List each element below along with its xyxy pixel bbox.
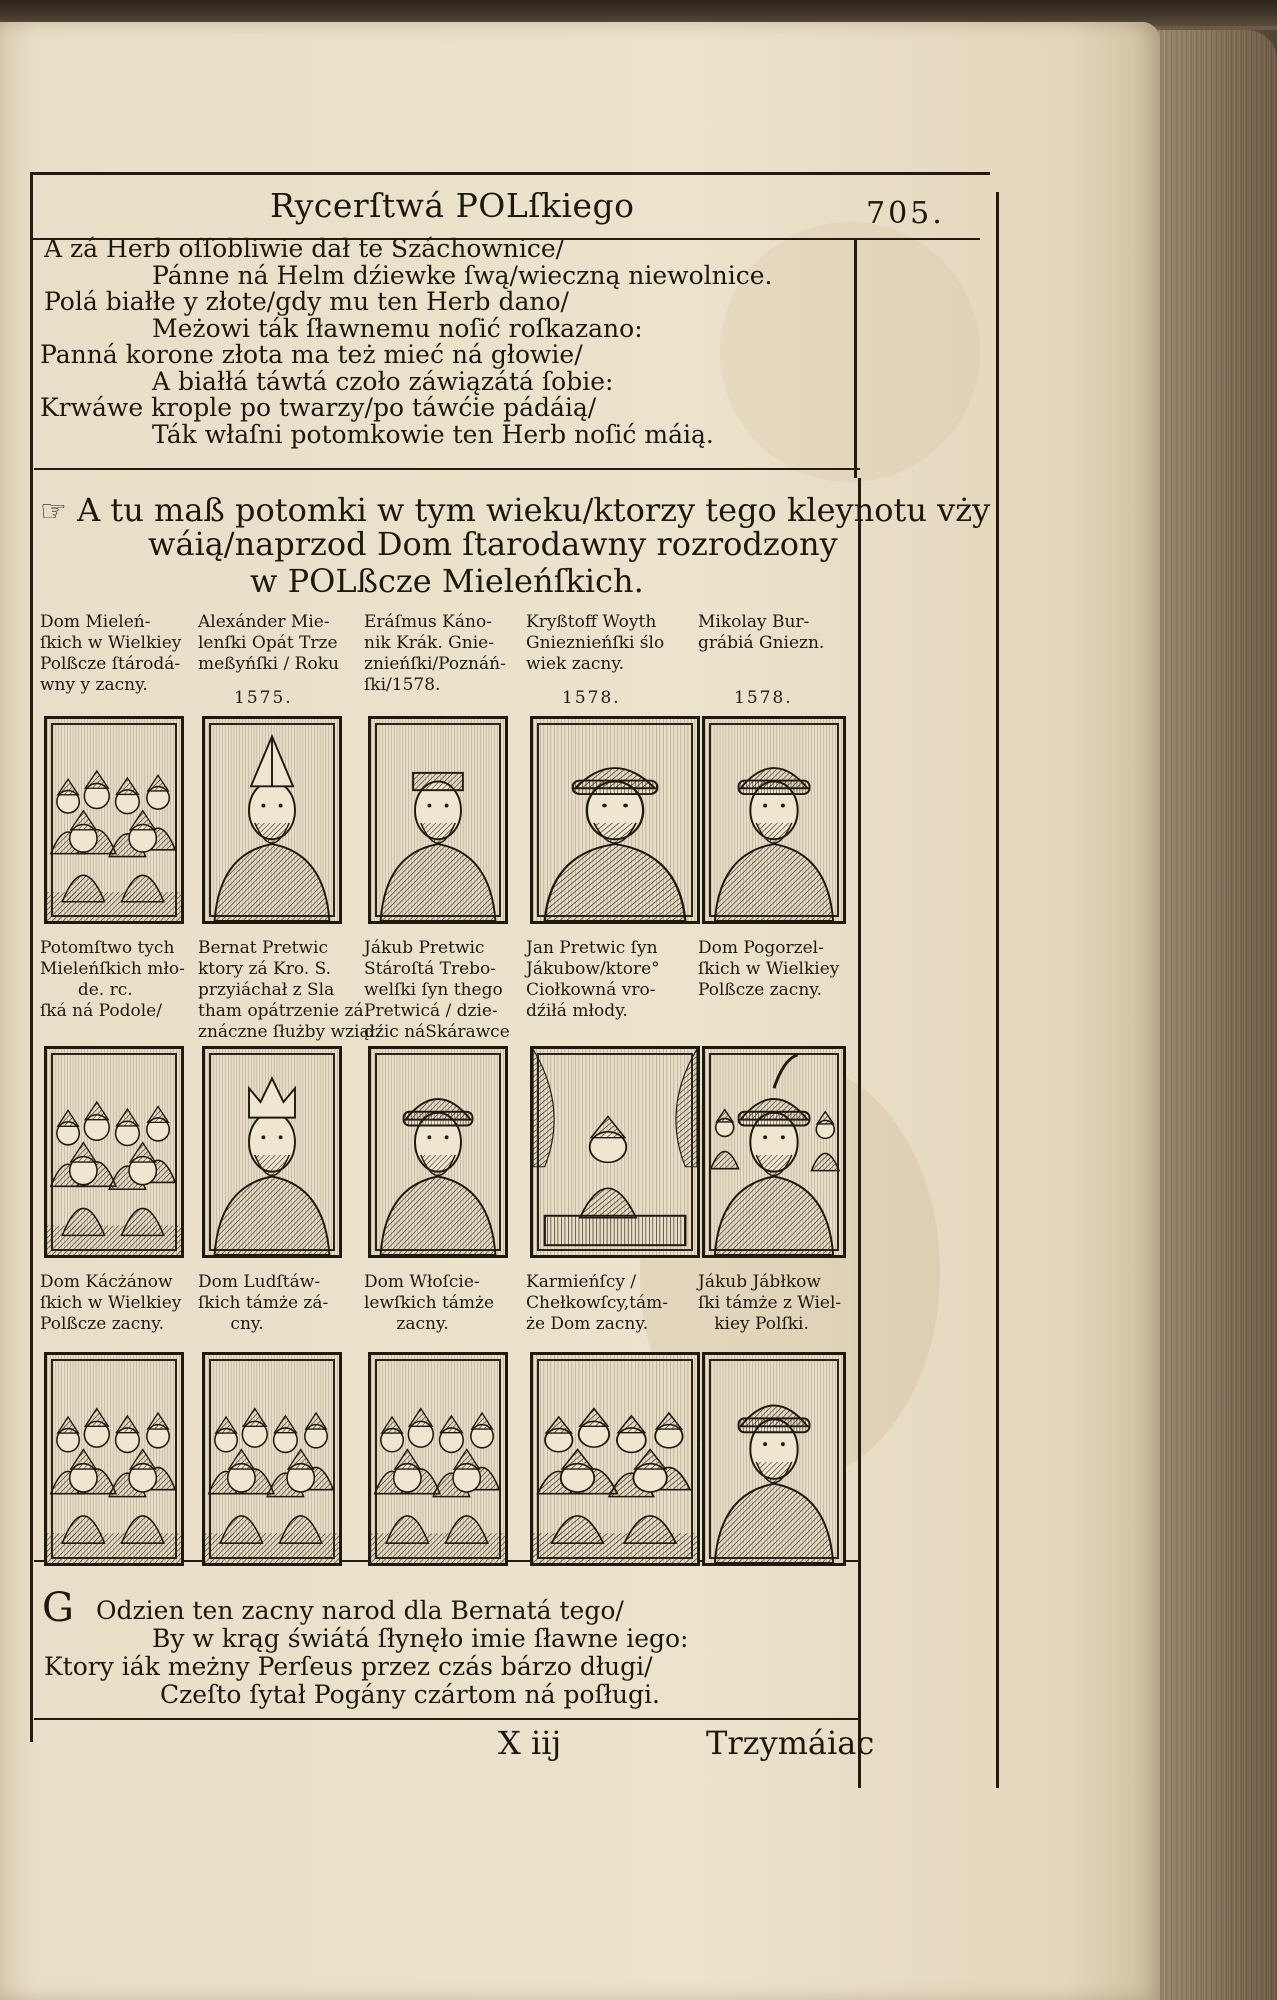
woodcut-illustration (205, 1049, 339, 1255)
running-head: Rycerſtwá POLſkiego (270, 186, 635, 225)
woodcut-illustration (205, 719, 339, 921)
woodcut-illustration (371, 1355, 505, 1563)
woodcut-illustration (47, 719, 181, 921)
woodcut-portrait-king-crown (202, 1046, 342, 1258)
woodcut-illustration (371, 1049, 505, 1255)
woodcut-portrait-soldiers-helmets (202, 1352, 342, 1566)
frame-bottom-rule (34, 1718, 860, 1720)
page-number: 705. (866, 196, 945, 231)
woodcut-portrait-noble-plume (702, 1046, 846, 1258)
verse-top-line: Polá białłe y złote/gdy mu ten Herb dano/ (44, 287, 569, 316)
woodcut-illustration (205, 1355, 339, 1563)
intro-text-1: A tu maß potomki w tym wieku/ktorzy tego kleynotu vży (77, 491, 991, 529)
portrait-caption: Dom Włoſcie- lewſkich támże zacny. (364, 1272, 495, 1334)
intro-line-1 (40, 491, 991, 529)
woodcut-portrait-group-figures (44, 716, 184, 924)
portrait-caption: Dom Ludſtáw- ſkich támże zá- cny. (198, 1272, 329, 1334)
frame-outer-right-rule (996, 192, 999, 1788)
woodcut-portrait-clergy-group (368, 1352, 508, 1566)
verse-top-line: Krwáwe krople po twarzy/po táwćie pádáią/ (40, 393, 597, 422)
frame-verse-rule (34, 468, 860, 470)
verse-top-line: Pánne ná Helm dźiewke ſwą/wieczną niewolnice. (152, 260, 773, 290)
woodcut-illustration (705, 1355, 843, 1563)
portrait-caption: Jákub Pretwic Stároſtá Trebo- welſki ſyn thego Pretwicá / dzie- dźic náSkárawce (364, 938, 510, 1042)
woodcut-portrait-bishop-mitre (202, 716, 342, 924)
manicule-icon: ☞ (40, 494, 67, 529)
portrait-caption: Dom Kácżánow ſkich w Wielkiey Polßcze zacny. (40, 1272, 182, 1334)
intro-line-2: wáią/naprzod Dom ſtarodawny rozrodzony (148, 525, 838, 563)
woodcut-portrait-elder-fur (702, 1352, 846, 1566)
portrait-caption: Bernat Pretwic ktory zá Kro. S. przyiáchał z Sla tham opátrzenie zá znáczne ſłużby wziął. (198, 938, 381, 1042)
portrait-caption: Potomſtwo tych Mieleńſkich mło- de. rc. ſká ná Podole/ (40, 938, 185, 1021)
woodcut-portrait-youth-theatre (530, 1046, 700, 1258)
portrait-caption: Kryßtoff Woyth Gnieznieńſki ślo wiek zacny. (526, 612, 665, 674)
book-fore-edge (1158, 30, 1277, 2000)
woodcut-portrait-crowd (44, 1352, 184, 1566)
woodcut-portrait-noble-fur-hat-3 (368, 1046, 508, 1258)
verse-top-line: Panná korone złota ma też mieć ná głowie/ (40, 340, 583, 369)
woodcut-portrait-soldiers-row (530, 1352, 700, 1566)
verse-bottom-line: By w krąg świátá ſłynęło imie ſławne iego: (152, 1624, 689, 1653)
woodcut-illustration (705, 1049, 843, 1255)
portrait-caption: Mikolay Bur- grábiá Gniezn. (698, 612, 825, 653)
portrait-caption: Dom Mieleń- ſkich w Wielkiey Polßcze ſtárodá- wny y zacny. (40, 612, 182, 695)
woodcut-illustration (47, 1049, 181, 1255)
portrait-caption: Eráſmus Káno- nik Krák. Gnie- znieńſki/Poznáń- ſki/1578. (364, 612, 506, 695)
frame-right-rule-upper (854, 238, 857, 478)
drop-initial: G (42, 1585, 74, 1631)
woodcut-illustration (47, 1355, 181, 1563)
catchword: Trzymáiac (706, 1724, 875, 1762)
portrait-caption: Dom Pogorzel- ſkich w Wielkiey Polßcze zacny. (698, 938, 840, 1000)
verse-top-line: A zá Herb oſſobliwie dał te Száchownice/ (44, 234, 565, 263)
portrait-caption: Jákub Jábłkow ſki támże z Wiel- kiey Polſki. (698, 1272, 842, 1334)
portrait-year: 1575. (234, 688, 293, 708)
woodcut-illustration (533, 1049, 697, 1255)
intro-line-3: w POLßcze Mieleńſkich. (250, 562, 644, 600)
verse-top-line: Ták właſni potomkowie ten Herb noſić máią. (152, 419, 714, 449)
verse-bottom-line: Ktory iák meżny Perſeus przez czás bárzo długi/ (44, 1652, 653, 1681)
frame-right-rule-lower (858, 478, 861, 1788)
woodcut-illustration (371, 719, 505, 921)
frame-left-rule (30, 172, 33, 1742)
signature-mark: X iij (498, 1724, 562, 1762)
verse-top-line: Meżowi ták ſławnemu noſić roſkazano: (152, 313, 643, 343)
portrait-caption: Alexánder Mie- lenſki Opát Trze meßyńſki / Roku (198, 612, 339, 674)
portrait-year: 1578. (562, 688, 621, 708)
woodcut-portrait-group-soldiers (44, 1046, 184, 1258)
woodcut-illustration (533, 719, 697, 921)
woodcut-illustration (705, 719, 843, 921)
frame-top-rule (30, 172, 990, 175)
woodcut-portrait-noble-fur-hat (530, 716, 700, 924)
verse-bottom-line: Czeſto ſytał Pogány czártom ná poſługi. (160, 1680, 660, 1709)
portrait-caption: Karmieńſcy / Chełkowſcy,tám- że Dom zacny. (526, 1272, 669, 1334)
portrait-year: 1578. (734, 688, 793, 708)
verse-top-line: A białłá táwtá czoło záwiązátá ſobie: (152, 366, 614, 396)
woodcut-portrait-noble-fur-hat-2 (702, 716, 846, 924)
woodcut-illustration (533, 1355, 697, 1563)
verse-bottom-line: Odzien ten zacny narod dla Bernatá tego/ (96, 1596, 624, 1625)
woodcut-portrait-cleric-cap (368, 716, 508, 924)
portrait-caption: Jan Pretwic ſyn Jákubow/ktore° Ciołkowná vro- dźiłá młody. (526, 938, 660, 1021)
